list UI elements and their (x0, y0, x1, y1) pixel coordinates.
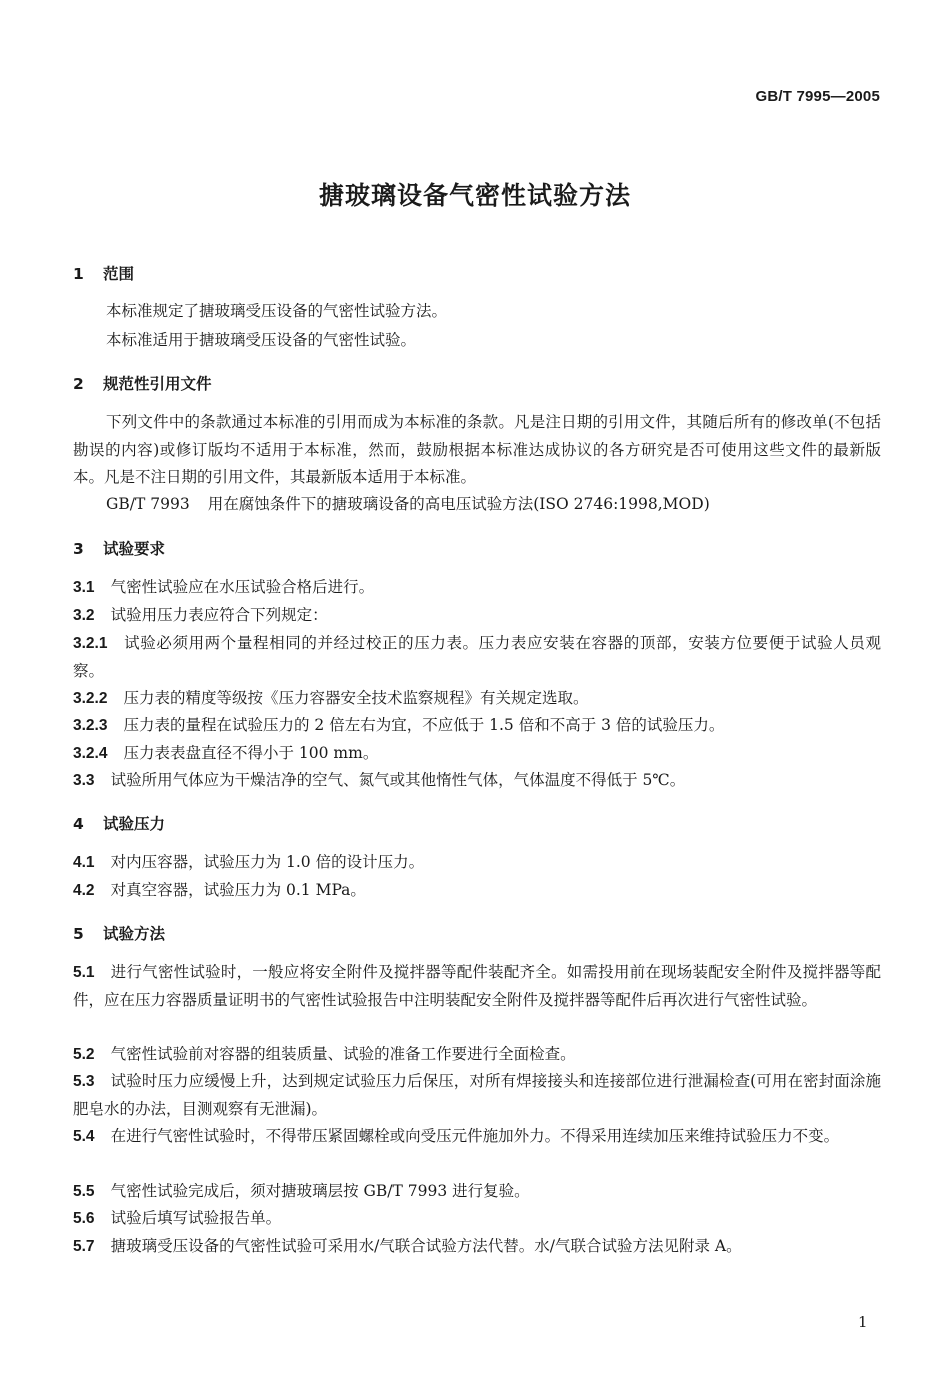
document-title: 搪玻璃设备气密性试验方法 (318, 181, 631, 210)
clause-number: 3.2 (73, 607, 95, 624)
paragraph: 本标准规定了搪玻璃受压设备的气密性试验方法。 (106, 302, 448, 320)
clause-text: 气密性试验应在水压试验合格后进行。 (110, 578, 375, 596)
clause-number: 4.1 (73, 854, 95, 871)
clause-number: 5.6 (73, 1210, 95, 1227)
clause-text: 气密性试验完成后，须对搪玻璃层按 GB/T 7993 进行复验。 (110, 1182, 530, 1200)
section-5-heading (73, 922, 165, 944)
reference-title: 用在腐蚀条件下的搪玻璃设备的高电压试验方法(ISO 2746:1998,MOD) (207, 495, 710, 513)
clause-number: 3.2.3 (73, 717, 108, 734)
clause-text: 压力表表盘直径不得小于 100 mm。 (123, 744, 379, 762)
clause (73, 740, 881, 768)
clause-number: 3.3 (73, 772, 95, 789)
section-number: 5 (73, 925, 84, 943)
clause (73, 574, 881, 602)
clause-text: 压力表的量程在试验压力的 2 倍左右为宜，不应低于 1.5 倍和不高于 3 倍的试验压力。 (123, 716, 725, 734)
clause (73, 602, 881, 630)
clause (73, 959, 881, 1014)
clause-number: 3.2.1 (73, 635, 108, 652)
section-title: 试验方法 (103, 925, 166, 943)
section-number: 3 (73, 540, 84, 558)
section-number: 4 (73, 815, 84, 833)
section-title: 试验要求 (103, 540, 166, 558)
clause (73, 1123, 881, 1151)
section-number: 1 (73, 265, 84, 283)
section-3-heading (73, 537, 165, 559)
clause-text: 试验必须用两个量程相同的并经过校正的压力表。压力表应安装在容器的顶部，安装方位要便于试验人员观察。 (73, 634, 881, 680)
clause (73, 1205, 881, 1233)
paragraph: 下列文件中的条款通过本标准的引用而成为本标准的条款。凡是注日期的引用文件，其随后所有的修改单(不包括勘误的内容)或修订版均不适用于本标准，然而，鼓励根据本标准达成协议的各方研究是否可使用这些文件的最新版本。凡是不注日期的引用文件，其最新版本适用于本标准。 (73, 413, 881, 486)
clause-number: 5.7 (73, 1238, 95, 1255)
clause (73, 685, 881, 713)
clause-number: 3.2.2 (73, 690, 108, 707)
clause-text: 气密性试验前对容器的组装质量、试验的准备工作要进行全面检查。 (110, 1045, 576, 1063)
clause (73, 1068, 881, 1123)
section-title: 范围 (103, 265, 135, 283)
reference-item (73, 491, 914, 519)
reference-code: GB/T 7993 (106, 495, 190, 513)
clause (73, 712, 881, 740)
clause-text: 试验时压力应缓慢上升，达到规定试验压力后保压，对所有焊接接头和连接部位进行泄漏检查(可用在密封面涂施肥皂水的办法，目测观察有无泄漏)。 (73, 1072, 881, 1118)
paragraph: 本标准适用于搪玻璃受压设备的气密性试验。 (106, 331, 417, 349)
clause-number: 3.1 (73, 579, 95, 596)
section-2-heading (73, 372, 212, 394)
clause-text: 对真空容器，试验压力为 0.1 MPa。 (110, 881, 366, 899)
clause-text: 试验用压力表应符合下列规定： (110, 606, 328, 624)
clause-text: 搪玻璃受压设备的气密性试验可采用水/气联合试验方法代替。水/气联合试验方法见附录 A。 (110, 1237, 742, 1255)
clause-text: 进行气密性试验时，一般应将安全附件及搅拌器等配件装配齐全。如需投用前在现场装配安全附件及搅拌器等配件，应在压力容器质量证明书的气密性试验报告中注明装配安全附件及搅拌器等配件后再次进行气密性试验。 (73, 963, 881, 1009)
clause-text: 试验后填写试验报告单。 (110, 1209, 282, 1227)
clause-text: 试验所用气体应为干燥洁净的空气、氮气或其他惰性气体，气体温度不得低于 5℃。 (110, 771, 686, 789)
clause-text: 压力表的精度等级按《压力容器安全技术监察规程》有关规定选取。 (123, 689, 589, 707)
section-4-heading (73, 812, 165, 834)
clause-number: 5.2 (73, 1046, 95, 1063)
clause (73, 767, 881, 795)
page-number: 1 (858, 1313, 868, 1331)
clause-number: 5.5 (73, 1183, 95, 1200)
standard-code: GB/T 7995—2005 (755, 88, 880, 105)
clause (73, 1233, 881, 1261)
clause-number: 5.4 (73, 1128, 95, 1145)
clause-text: 在进行气密性试验时，不得带压紧固螺栓或向受压元件施加外力。不得采用连续加压来维持试验压力不变。 (110, 1127, 840, 1145)
clause-number: 5.1 (73, 964, 95, 981)
section-number: 2 (73, 375, 84, 393)
clause-text: 对内压容器，试验压力为 1.0 倍的设计压力。 (110, 853, 425, 871)
clause (73, 630, 881, 685)
clause (73, 1041, 881, 1069)
clause (73, 877, 881, 905)
section-title: 试验压力 (103, 815, 166, 833)
section-title: 规范性引用文件 (103, 375, 212, 393)
clause (73, 849, 881, 877)
clause (73, 1178, 881, 1206)
clause-number: 3.2.4 (73, 745, 108, 762)
section-1-heading (73, 262, 134, 284)
clause-number: 5.3 (73, 1073, 95, 1090)
clause-number: 4.2 (73, 882, 95, 899)
